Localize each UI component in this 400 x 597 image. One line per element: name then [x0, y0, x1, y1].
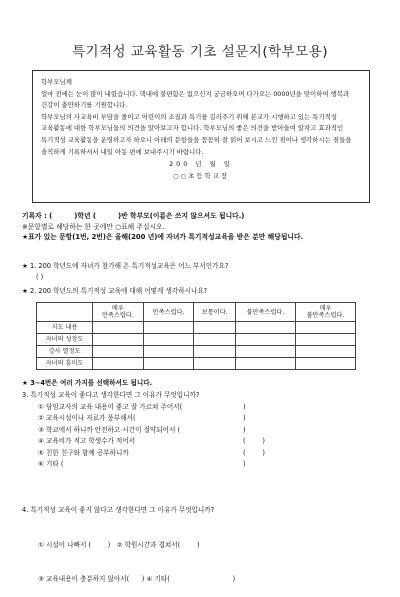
- option-text: ③ 학교에서 하니까 안전하고 시간이 절약되어서 (: [38, 425, 181, 434]
- option-text: ⑤ 친한 친구와 함께 공부하니까: [38, 448, 129, 457]
- answer-cell[interactable]: [194, 322, 236, 334]
- list-item[interactable]: ① 시설이 나빠서 ( ) ② 학원시간과 겹쳐서( ): [38, 540, 200, 549]
- instruction-line: ※문항별로 해당하는 한 곳에만 ○표해 주십시오.: [22, 222, 165, 231]
- answer-cell[interactable]: [194, 334, 236, 346]
- list-item[interactable]: [38, 425, 273, 436]
- answer-cell[interactable]: [143, 334, 194, 346]
- table-header-cell: [37, 303, 93, 322]
- page-title: 특기적성 교육활동 기초 설문지(학부모용): [71, 44, 329, 60]
- table-header-cell: [194, 303, 236, 322]
- list-item[interactable]: [38, 448, 273, 459]
- satisfaction-table: [36, 302, 356, 370]
- header-dissatisfied: 불만족스럽다.: [246, 308, 285, 316]
- table-header-cell: [143, 303, 194, 322]
- answer-cell[interactable]: [93, 358, 144, 370]
- answer-cell[interactable]: [235, 346, 295, 358]
- option-text: ⑥ 기타 (: [38, 460, 64, 469]
- list-item[interactable]: [38, 402, 273, 413]
- table-row: [37, 334, 356, 346]
- table-header-cell: [93, 303, 144, 322]
- letter-school: ○○초등학교장: [172, 171, 230, 180]
- option-paren: ( ): [243, 437, 265, 446]
- header-neutral: 보통이다.: [201, 308, 228, 316]
- respondent-info: [22, 211, 303, 243]
- answer-cell[interactable]: [143, 346, 194, 358]
- answer-cell[interactable]: [143, 358, 194, 370]
- answer-cell[interactable]: [295, 334, 355, 346]
- list-item[interactable]: [38, 436, 273, 447]
- row-label: 자녀의 흥미도: [37, 358, 93, 370]
- answer-cell[interactable]: [93, 322, 144, 334]
- answer-cell[interactable]: [295, 358, 355, 370]
- table-row: [37, 322, 356, 334]
- option-paren: ): [243, 403, 246, 411]
- question-3: 3. 특기적성 교육이 좋다고 생각한다면 그 이유가 무엇입니까?: [22, 391, 200, 399]
- row-label: 지도 내용: [37, 322, 93, 334]
- answer-cell[interactable]: [93, 346, 144, 358]
- answer-cell[interactable]: [93, 334, 144, 346]
- note-multiple-choice: ★ 3~4번은 여러 가지를 선택하셔도 됩니다.: [22, 379, 153, 387]
- answer-cell[interactable]: [235, 334, 295, 346]
- question-4-options: [38, 517, 235, 597]
- respondent-line: [22, 211, 303, 222]
- header-satisfied: 만족스럽다.: [152, 308, 185, 316]
- grade-label: )학년 (: [74, 212, 96, 220]
- class-label: )반 학부모(이름은 쓰지 않으셔도 됩니다.): [117, 212, 245, 220]
- answer-cell[interactable]: [235, 358, 295, 370]
- star-note: ★표가 있는 문항(1번, 2번)은 올해(200 년)에 자녀가 특기적성교육을 받은 분만 해당됩니다.: [22, 233, 304, 241]
- table-header-cell: [235, 303, 295, 322]
- letter-paragraph-2: 학부모님의 사교육비 부담을 줄이고 어린이의 소질과 특기를 길러주기 위해 본교가 시행하고 있는 특기적성 교육활동에 대한 학부모님들의 의견을 알아보고자 합니다. 학부모님의 좋은 의견을 받아들여 알차고 효과적인 특기적성 교육활동을 운영하고자 하오니 아래의 문항들을 꼼꼼히 잘 읽어 보시고 느낀 점이나 생각하시는 점들을 솔직하게 기록하셔서 내일 아동 편에 보내주시기 바랍니다.: [41, 112, 352, 156]
- row-label: 자녀의 성장도: [37, 334, 93, 346]
- option-text: ② 교육시설이나 자료가 풍부해서(: [38, 414, 136, 423]
- list-item[interactable]: ③ 교육내용이 충분하지 않아서( ) ④ 기타( ): [38, 575, 236, 584]
- option-paren: ): [243, 414, 246, 423]
- option-text: ① 담임교사의 교육 내용이 좋고 잘 가르쳐 주어서(: [38, 403, 183, 411]
- letter-paragraph-1: 얼마 전에는 눈이 많이 내렸습니다. 댁내에 불편함은 없으신지 궁금하오며 다가오는 0000년을 맞이하여 행복과 건강이 충만하기를 기원합니다.: [41, 89, 350, 110]
- list-item[interactable]: [38, 459, 273, 470]
- question-1-answer[interactable]: ( ): [36, 273, 44, 281]
- table-row: [37, 358, 356, 370]
- letter-greeting: 학부모님께: [41, 78, 72, 86]
- answer-cell[interactable]: [295, 322, 355, 334]
- question-2: ★ 2. 200 학년도의 특기적성 교육에 대해 어떻게 생각하시나요?: [22, 287, 208, 295]
- table-row: [37, 346, 356, 358]
- question-3-options: [38, 402, 273, 470]
- list-item[interactable]: [38, 413, 273, 424]
- option-paren: ( ): [243, 448, 265, 457]
- option-text: ④ 교육비가 적고 학생수가 적어서: [38, 437, 136, 446]
- option-paren: ): [243, 460, 246, 469]
- letter-box: [32, 70, 370, 203]
- answer-cell[interactable]: [143, 322, 194, 334]
- letter-date: 200 년 월 일: [169, 160, 233, 169]
- question-1: ★ 1. 200 학년도에 자녀가 참가해 온 특기적성교육은 어느 부서인가요?: [22, 262, 229, 270]
- question-4: 4. 특기적성 교육이 좋지 않다고 생각한다면 그 이유가 무엇입니까?: [22, 506, 215, 514]
- answer-cell[interactable]: [235, 322, 295, 334]
- answer-cell[interactable]: [194, 346, 236, 358]
- row-label: 강사 열정도: [37, 346, 93, 358]
- header-very-satisfied: 매우 만족스럽다.: [101, 305, 134, 319]
- header-very-dissatisfied: 매우 불만족스럽다.: [306, 305, 345, 319]
- recorder-label: 기록자 : (: [22, 212, 53, 220]
- table-header-row: [37, 303, 356, 322]
- answer-cell[interactable]: [194, 358, 236, 370]
- option-paren: ): [243, 425, 246, 434]
- answer-cell[interactable]: [295, 346, 355, 358]
- table-header-cell: [295, 303, 355, 322]
